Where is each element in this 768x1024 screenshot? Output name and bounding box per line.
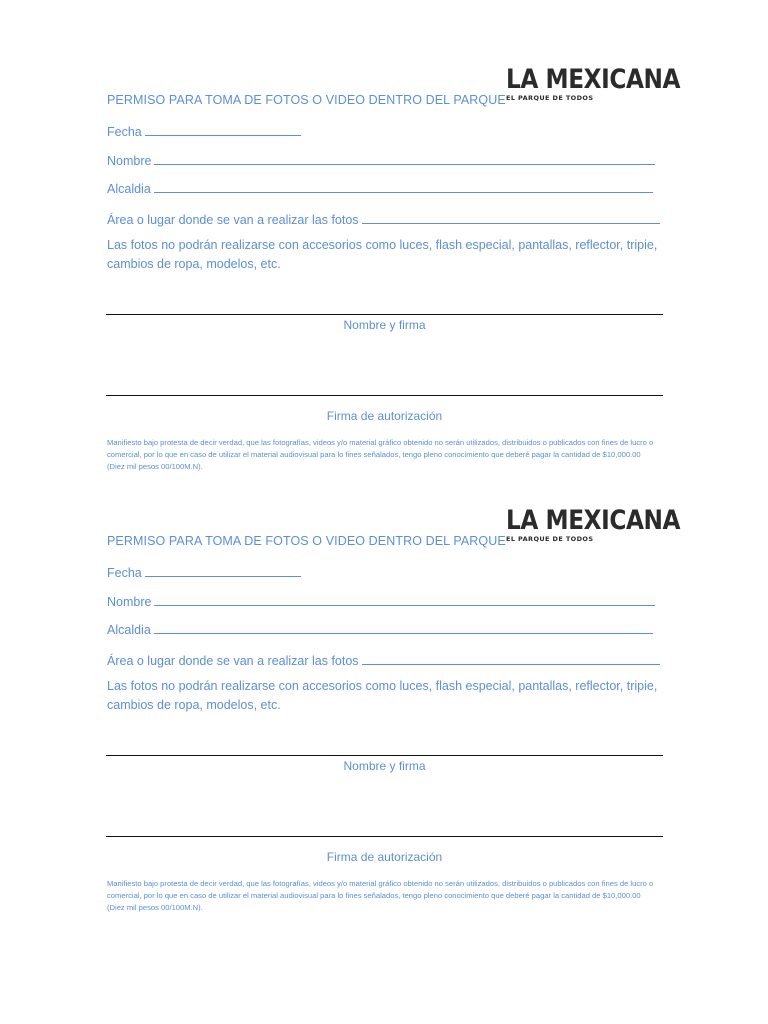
signature-line[interactable] bbox=[106, 314, 663, 315]
alcaldia-label: Alcaldia bbox=[107, 182, 151, 196]
logo-main-text: LA MEXICANA bbox=[506, 505, 681, 536]
logo-main-text: LA MEXICANA bbox=[506, 64, 681, 95]
fecha-blank[interactable] bbox=[145, 135, 301, 136]
signature-label: Nombre y firma bbox=[343, 759, 426, 773]
fecha-field[interactable] bbox=[107, 560, 301, 580]
form-title: PERMISO PARA TOMA DE FOTOS O VIDEO DENTRO DEL PARQUE bbox=[107, 534, 506, 548]
fecha-label: Fecha bbox=[107, 566, 142, 580]
fecha-field[interactable] bbox=[107, 119, 301, 139]
permit-form-2 bbox=[0, 441, 768, 921]
accessories-notice: Las fotos no podrán realizarse con accesorios como luces, flash especial, pantallas, reflector, tripie, cambios de ropa, modelos, etc. bbox=[107, 679, 658, 712]
form-title: PERMISO PARA TOMA DE FOTOS O VIDEO DENTRO DEL PARQUE bbox=[107, 93, 506, 107]
la-mexicana-logo bbox=[506, 64, 681, 102]
area-field[interactable] bbox=[107, 648, 660, 668]
logo-sub-text: EL PARQUE DE TODOS bbox=[506, 535, 594, 543]
la-mexicana-logo bbox=[506, 505, 681, 543]
legal-statement: Manifiesto bajo protesta de decir verdad, que las fotografías, videos y/o material gráfico obtenido no serán utilizados, distribuidos o publicados con fines de lucro o comercial, por lo que en caso de utilizar el material audiovisual para lo fines señalados, tengo pleno conocimiento que deberé pagar la cantidad de $10,000.00 (Diez mil pesos 00/100M.N). bbox=[107, 438, 654, 471]
alcaldia-blank[interactable] bbox=[154, 633, 653, 634]
area-label: Área o lugar donde se van a realizar las fotos bbox=[107, 213, 359, 227]
permit-form-1 bbox=[0, 0, 768, 480]
legal-statement: Manifiesto bajo protesta de decir verdad, que las fotografías, videos y/o material gráfico obtenido no serán utilizados, distribuidos o publicados con fines de lucro o comercial, por lo que en caso de utilizar el material audiovisual para lo fines señalados, tengo pleno conocimiento que deberé pagar la cantidad de $10,000.00 (Diez mil pesos 00/100M.N). bbox=[107, 879, 654, 912]
authorization-label: Firma de autorización bbox=[326, 850, 443, 864]
area-field[interactable] bbox=[107, 207, 660, 227]
alcaldia-field[interactable] bbox=[107, 176, 653, 196]
authorization-line[interactable] bbox=[106, 395, 663, 396]
fecha-label: Fecha bbox=[107, 125, 142, 139]
nombre-field[interactable] bbox=[107, 148, 655, 168]
area-blank[interactable] bbox=[362, 223, 660, 224]
logo-sub-text: EL PARQUE DE TODOS bbox=[506, 94, 594, 102]
alcaldia-blank[interactable] bbox=[154, 192, 653, 193]
authorization-line[interactable] bbox=[106, 836, 663, 837]
nombre-label: Nombre bbox=[107, 595, 152, 609]
area-blank[interactable] bbox=[362, 664, 660, 665]
signature-label: Nombre y firma bbox=[343, 318, 426, 332]
signature-line[interactable] bbox=[106, 755, 663, 756]
nombre-field[interactable] bbox=[107, 589, 655, 609]
nombre-label: Nombre bbox=[107, 154, 152, 168]
alcaldia-label: Alcaldia bbox=[107, 623, 151, 637]
fecha-blank[interactable] bbox=[145, 576, 301, 577]
nombre-blank[interactable] bbox=[154, 605, 655, 606]
nombre-blank[interactable] bbox=[154, 164, 655, 165]
accessories-notice: Las fotos no podrán realizarse con accesorios como luces, flash especial, pantallas, reflector, tripie, cambios de ropa, modelos, etc. bbox=[107, 238, 658, 271]
alcaldia-field[interactable] bbox=[107, 617, 653, 637]
area-label: Área o lugar donde se van a realizar las fotos bbox=[107, 654, 359, 668]
authorization-label: Firma de autorización bbox=[326, 409, 443, 423]
